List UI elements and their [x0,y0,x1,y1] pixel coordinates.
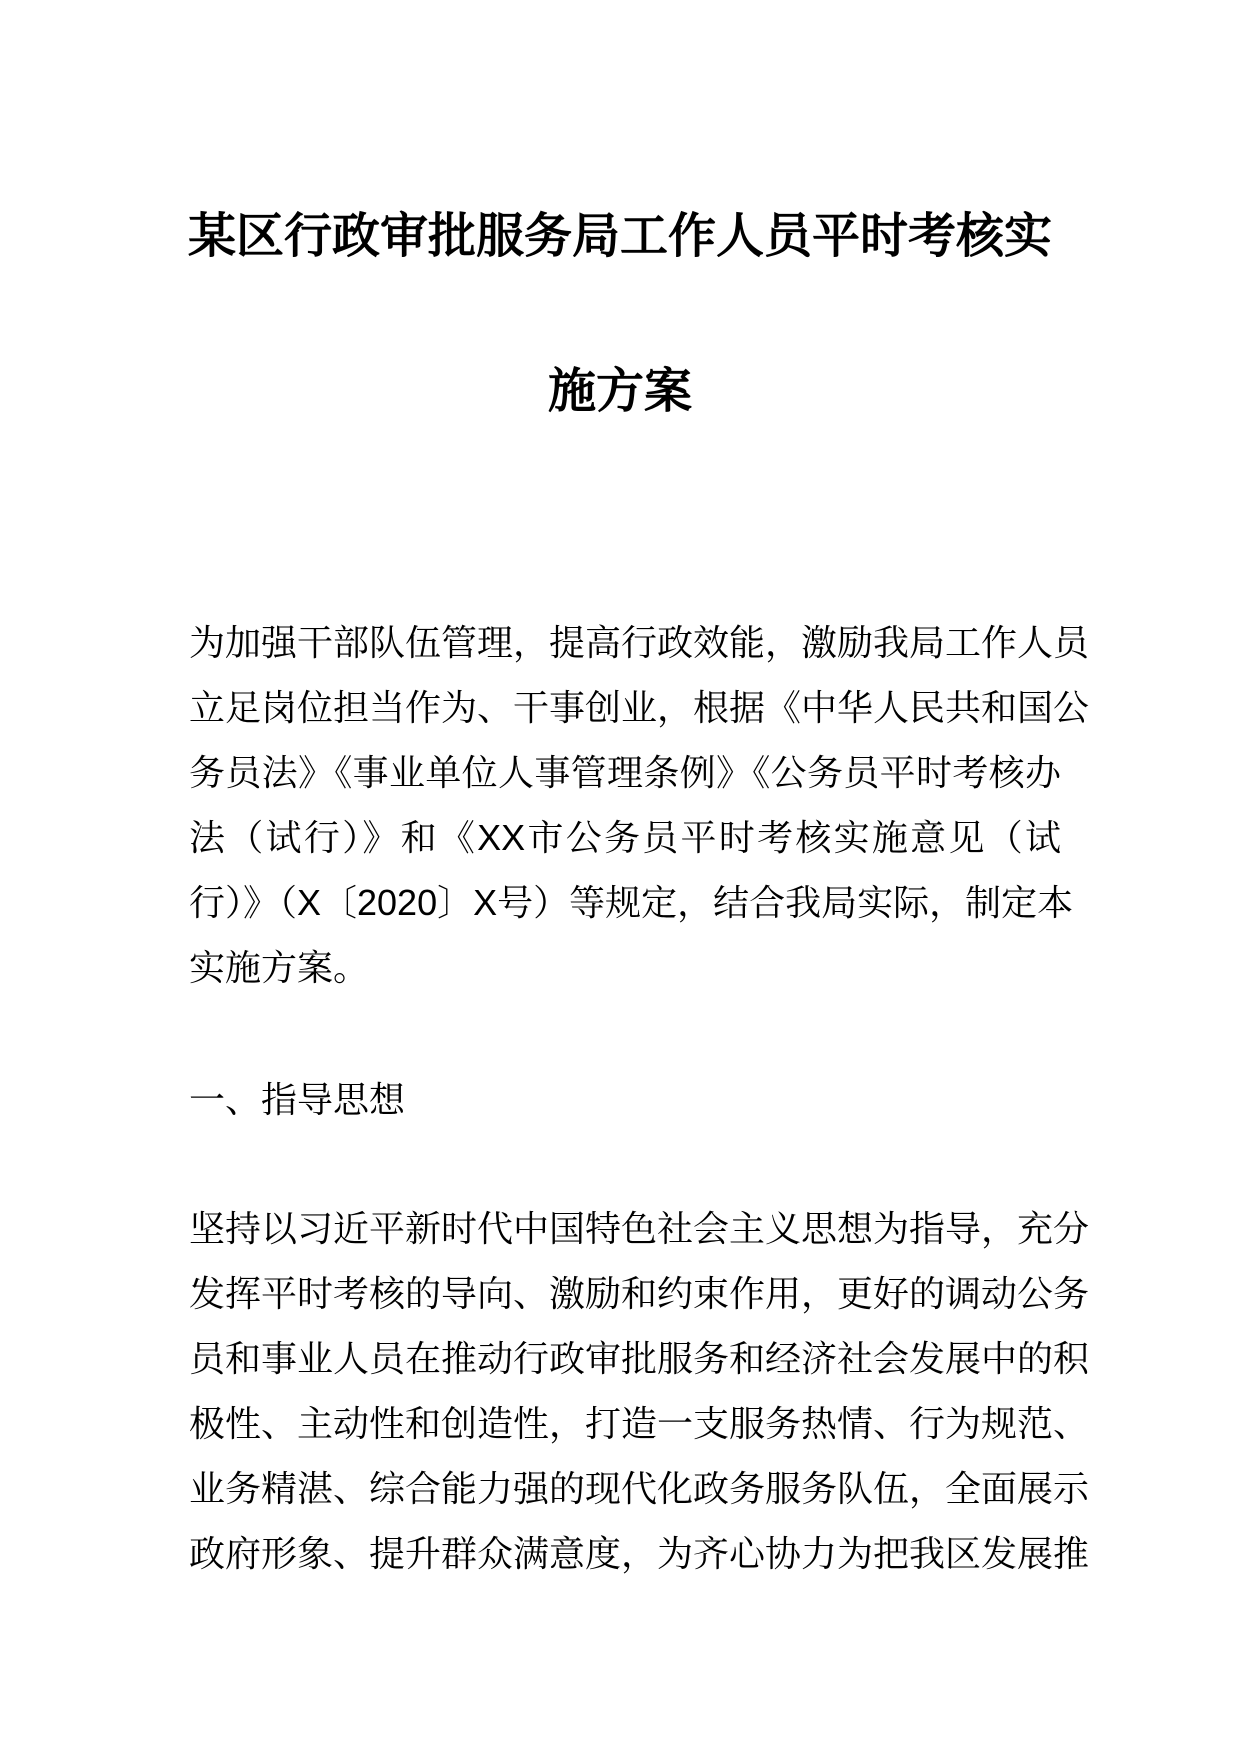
paragraph-line: 业务精湛、综合能力强的现代化政务服务队伍，全面展示 [189,1468,1090,1509]
paragraph-line: 极性、主动性和创造性，打造一支服务热情、行为规范、 [189,1403,1090,1444]
guiding-ideology-paragraph [189,1196,1090,1586]
document-title-line-1: 某区行政审批服务局工作人员平时考核实 [187,210,1052,263]
paragraph-line: 为加强干部队伍管理，提高行政效能，激励我局工作人员 [189,622,1090,663]
paragraph-line: 行）》（X〔2020〕X号）等规定，结合我局实际，制定本 [189,882,1074,923]
paragraph-line: 员和事业人员在推动行政审批服务和经济社会发展中的积 [189,1338,1090,1379]
section-heading-guiding-ideology: 一、指导思想 [189,1079,406,1120]
paragraph-line: 政府形象、提升群众满意度，为齐心协力为把我区发展推 [189,1533,1090,1574]
paragraph-line: 法（试行）》和《XX市公务员平时考核实施意见（试 [189,817,1061,858]
document-title-line-2: 施方案 [547,365,692,418]
paragraph-line: 发挥平时考核的导向、激励和约束作用，更好的调动公务 [189,1273,1090,1314]
paragraph-line: 务员法》《事业单位人事管理条例》《公务员平时考核办 [189,752,1061,793]
paragraph-line: 立足岗位担当作为、干事创业，根据《中华人民共和国公 [189,687,1090,728]
paragraph-line: 实施方案。 [189,947,370,988]
intro-paragraph [189,610,1090,1000]
paragraph-line: 坚持以习近平新时代中国特色社会主义思想为指导，充分 [189,1208,1090,1249]
